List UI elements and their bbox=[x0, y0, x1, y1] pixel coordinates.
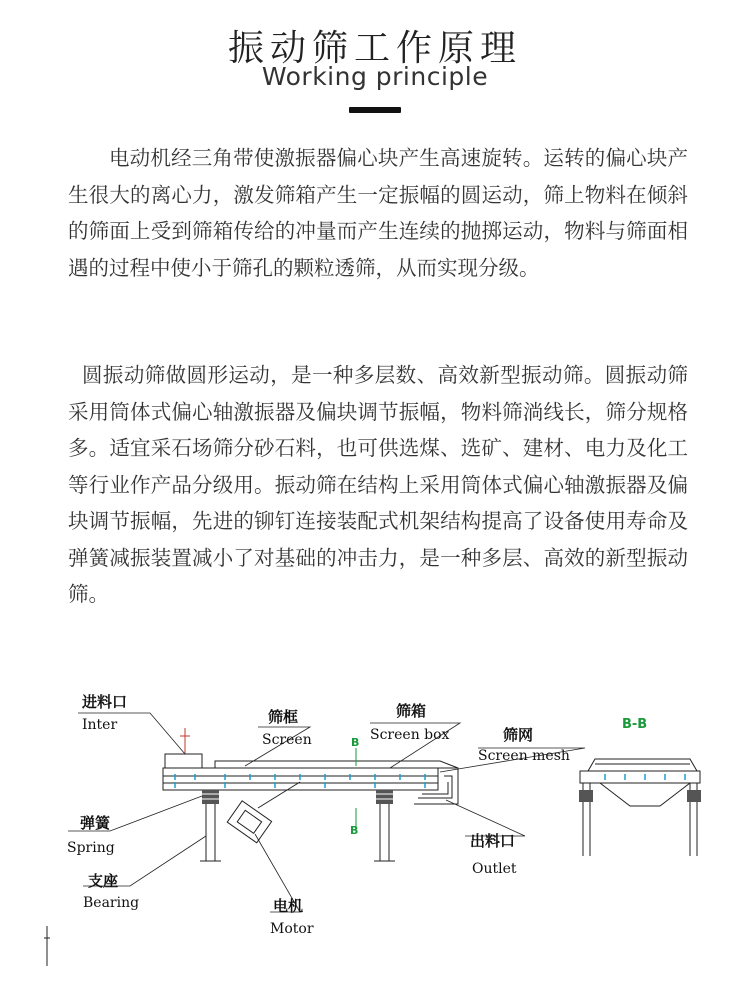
motor-body bbox=[227, 801, 271, 843]
inlet-label-cn: 进料口 bbox=[82, 693, 128, 711]
outlet-label-cn: 出料口 bbox=[470, 832, 516, 850]
section-view bbox=[580, 759, 700, 856]
bearing-label-en: Bearing bbox=[83, 895, 140, 911]
axis-marker bbox=[44, 926, 50, 966]
spring-label-en: Spring bbox=[67, 840, 115, 856]
page-title: 振动筛工作原理 bbox=[227, 28, 522, 69]
section-view-label: B-B bbox=[622, 717, 648, 732]
spring-left bbox=[202, 790, 219, 804]
title-underline bbox=[349, 107, 401, 113]
section-spring-right bbox=[687, 790, 701, 802]
section-spring-left bbox=[579, 790, 593, 802]
principle-paragraph-2: 圆振动筛做圆形运动，是一种多层数、高效新型振动筛。圆振动筛采用筒体式偏心轴激振器及偏块调节振幅，物料筛淌线长，筛分规格多。适宜采石场筛分砂石料，也可供选煤、选矿、建材、电力及化工等行业作产品分级用。振动筛在结构上采用筒体式偏心轴激振器及偏块调节振幅，先进的铆钉连接装配式机架结构提高了设备使用寿命及弹簧减振装置减小了对基础的冲击力，是一种多层、高效的新型振动筛。 bbox=[68, 363, 688, 606]
section-b-top: B bbox=[351, 736, 360, 749]
section-b-bottom: B bbox=[350, 824, 359, 837]
mesh-label-en: Screen mesh bbox=[478, 748, 570, 764]
spring-label-cn: 弹簧 bbox=[80, 814, 111, 832]
vibrating-screen-diagram bbox=[0, 676, 750, 976]
motor-label-cn: 电机 bbox=[273, 897, 304, 915]
spring-right bbox=[376, 790, 393, 804]
box-label-en: Screen box bbox=[370, 727, 450, 743]
mesh-label-cn: 筛网 bbox=[503, 726, 534, 744]
motor-label-en: Motor bbox=[270, 921, 314, 937]
principle-paragraph-1: 电动机经三角带使激振器偏心块产生高速旋转。运转的偏心块产生很大的离心力，激发筛箱产生一定振幅的圆运动，筛上物料在倾斜的筛面上受到筛箱传给的冲量而产生连续的抛掷运动，物料与筛面相遇的过程中使小于筛孔的颗粒透筛，从而实现分级。 bbox=[68, 146, 688, 280]
box-label-cn: 筛箱 bbox=[396, 702, 427, 720]
outlet-label-en: Outlet bbox=[472, 861, 517, 877]
frame-label-cn: 筛框 bbox=[268, 708, 299, 726]
inlet-hopper bbox=[165, 754, 202, 768]
inlet-label-en: Inter bbox=[82, 717, 118, 733]
bearing-label-cn: 支座 bbox=[88, 872, 119, 890]
page-subtitle: Working principle bbox=[261, 62, 489, 91]
frame-label-en: Screen bbox=[262, 732, 312, 748]
